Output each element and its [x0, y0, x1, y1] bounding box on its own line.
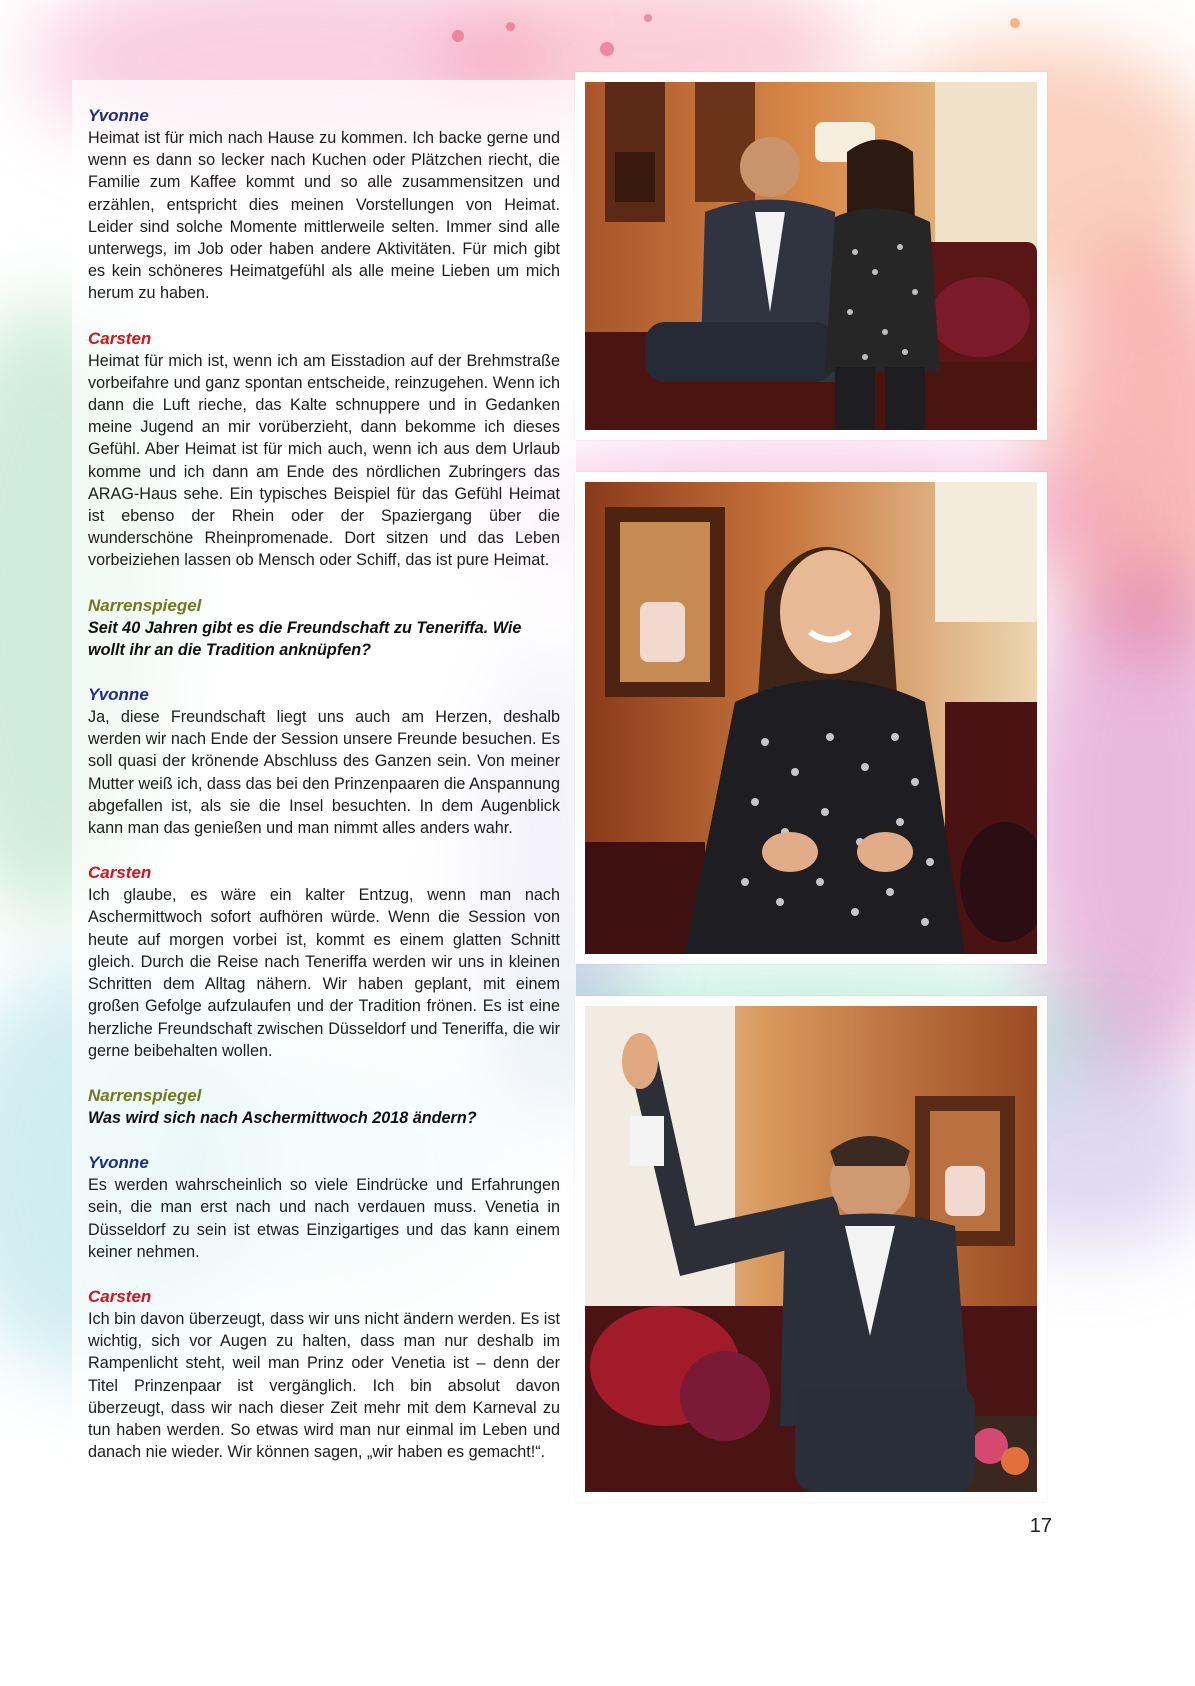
- answer-text: Es werden wahrscheinlich so viele Eindrücke und Erfahrungen sein, die man erst nach und nach verdauen muss. Venetia in Düsseldorf zu sein ist etwas Einzigartiges und das kann einem keiner nehmen.: [88, 1176, 560, 1261]
- interview-block: [88, 1084, 560, 1129]
- speaker-name: Carsten: [88, 1286, 152, 1306]
- answer-text: Ich glaube, es wäre ein kalter Entzug, wenn man nach Aschermittwoch sofort aufhören würde. Wenn die Session von heute auf morgen vorbei ist, kommt es einem glatten Schnitt gleich. Durch die Reise nach Teneriffa werden wir uns in kleinen Schritten dem Alltag nähern. Wir haben geplant, mit einem großen Gefolge aufzulaufen und der Tradition frönen. Es ist eine herzliche Freundschaft zwischen Düsseldorf und Teneriffa, die wir gerne beibehalten wollen.: [88, 886, 560, 1060]
- speaker-name: Carsten: [88, 863, 152, 883]
- answer-text: Ich bin davon überzeugt, dass wir uns nicht ändern werden. Es ist wichtig, sich vor Augen zu halten, dass man nur deshalb im Rampenlicht steht, weil man Prinz oder Venetia ist – denn der Titel Prinzenpaar ist vergänglich. Ich bin absolut davon überzeugt, dass wir nach dieser Zeit mehr mit dem Karneval zu tun haben werden. So etwas wird man nur einmal im Leben und danach nie wieder. Wir können sagen, „wir haben es gemacht!“.: [88, 1309, 560, 1462]
- question-text: Was wird sich nach Aschermittwoch 2018 ändern?: [88, 1108, 477, 1127]
- interview-block: [88, 594, 560, 661]
- photo-man-gesturing: [575, 996, 1047, 1502]
- interview-block: [88, 327, 560, 572]
- speaker-name: Carsten: [88, 328, 152, 348]
- answer-text: Heimat ist für mich nach Hause zu kommen. Ich backe gerne und wenn es dann so lecker nach Kuchen oder Plätzchen riecht, die Familie zum Kaffee kommt und so alle zusammensitzen und erzählen, entspricht dies meinen Vorstellungen von Heimat. Leider sind solche Momente mittlerweile selten. Immer sind alle unterwegs, im Job oder haben andere Aktivitäten. Für mich gibt es kein schöneres Heimatgefühl als alle meine Lieben um mich herum zu haben.: [88, 129, 560, 303]
- speaker-name: Yvonne: [88, 106, 149, 125]
- answer-text: Heimat für mich ist, wenn ich am Eisstadion auf der Brehmstraße vorbeifahre und ganz spontan entscheide, reinzugehen. Wenn ich dann die Luft rieche, das Kalte schnuppere und in Gedanken meine Jugend an mir vorüberzieht, dann bekomme ich dieses Gefühl. Aber Heimat ist für mich auch, wenn ich aus dem Urlaub komme und ich dann am Ende des nördlichen Zubringers das ARAG-Haus sehe. Ein typisches Beispiel für das Gefühl Heimat ist ebenso der Rhein oder der Spaziergang über die wunderschöne Rheinpromenade. Dort sitzen und das Leben vorbeiziehen lassen ob Mensch oder Schiff, das ist pure Heimat.: [88, 351, 560, 570]
- interview-block: [88, 861, 560, 1062]
- interview-block: [88, 104, 560, 305]
- interview-block: [88, 1151, 560, 1263]
- speaker-name: Yvonne: [88, 1153, 149, 1173]
- speaker-name: Narrenspiegel: [88, 595, 202, 615]
- photo-couple-on-sofa: [575, 72, 1047, 440]
- page-number: 17: [1029, 1515, 1052, 1537]
- answer-text: Ja, diese Freundschaft liegt uns auch am Herzen, deshalb werden wir nach Ende der Session unsere Freunde besuchen. Es soll quasi der krönende Abschluss des Ganzen sein. Von meiner Mutter weiß ich, dass das bei den Prinzenpaaren die Anspannung abgefallen ist, als sie die Insel besuchten. In dem Augenblick kann man das genießen und man nimmt alles anders wahr.: [88, 708, 560, 838]
- speaker-name: Yvonne: [88, 685, 149, 705]
- interview-block: [88, 1285, 560, 1463]
- speaker-name: Narrenspiegel: [88, 1085, 202, 1105]
- interview-block: [88, 683, 560, 839]
- interview-text-column: [72, 80, 576, 1610]
- photo-woman-talking: [575, 472, 1047, 964]
- question-text: Seit 40 Jahren gibt es die Freundschaft zu Teneriffa. Wie wollt ihr an die Tradition anknüpfen?: [88, 618, 522, 659]
